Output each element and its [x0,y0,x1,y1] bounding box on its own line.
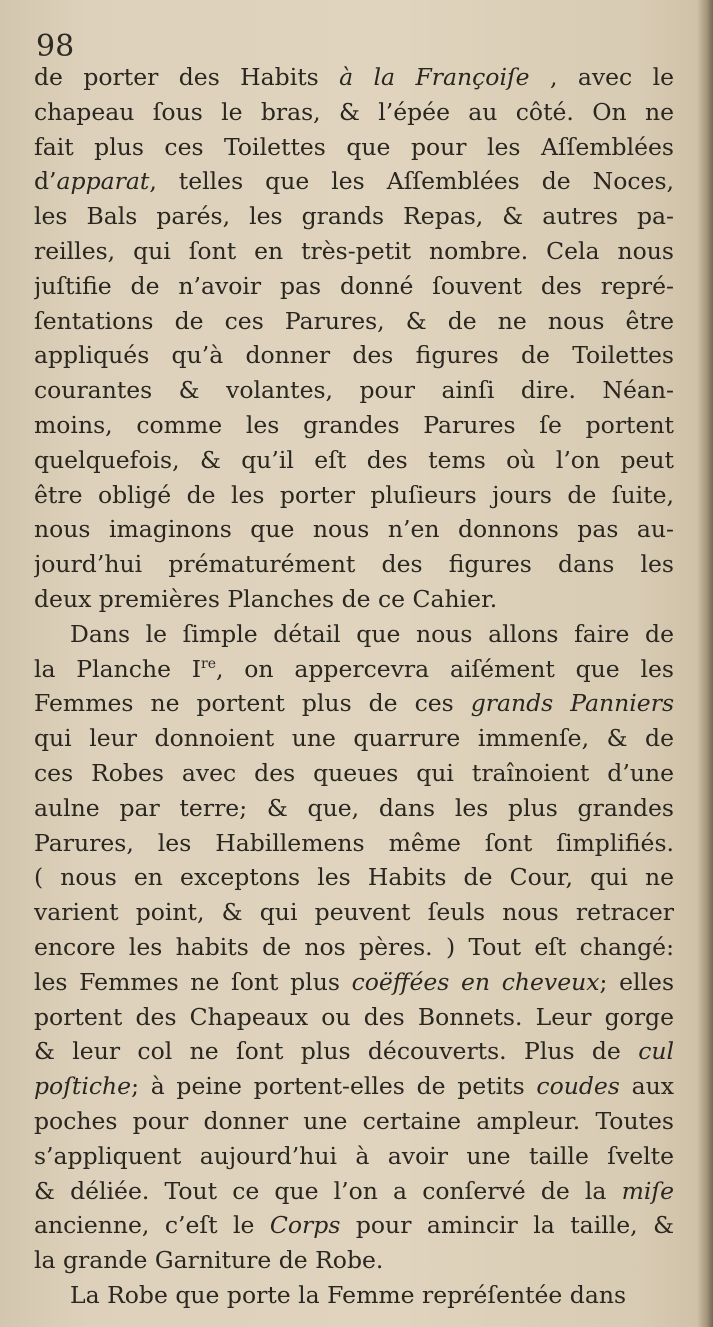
text-line [34,930,674,965]
italic-text-run: coudes [536,1072,620,1101]
italic-text-run: coëffées en cheveux [351,967,600,996]
text-run: ſentations de ces Parures, & de ne nous être [34,306,674,335]
text-run: quelquefois, & qu’il eſt des tems où l’on peut [34,445,674,474]
text-run: appliqués qu’à donner des figures de Toilettes [34,341,674,370]
text-run: & déliée. Tout ce que l’on a conſervé de la [34,1176,622,1205]
text-line [34,269,674,304]
text-run: varient point, & qui peuvent ſeuls nous retracer [34,898,674,927]
text-line [34,478,674,513]
text-run: poches pour donner une certaine ampleur. Toutes [34,1106,674,1135]
text-line [34,721,674,756]
text-run: ; à peine portent-elles de petits [131,1072,537,1101]
text-line [34,338,674,373]
text-line [34,756,674,791]
italic-text-run: apparat [56,167,150,196]
text-line [34,965,674,1000]
text-run: courantes & volantes, pour ainſi dire. Néan- [34,376,674,405]
text-run: , on appercevra aiſément que les [216,654,674,683]
text-run: ; elles [599,967,674,996]
text-run: qui leur donnoient une quarrure immenſe, & de [34,724,674,753]
text-run: jourd’hui prématurément des figures dans les [34,550,674,579]
text-run: pour amincir la taille, & [340,1211,674,1240]
text-line [34,1174,674,1209]
text-line [34,582,674,617]
text-run: , telles que les Aſſemblées de Noces, [149,167,674,196]
italic-text-run: grands Panniers [470,689,674,718]
text-line [34,443,674,478]
text-run: ces Robes avec des queues qui traînoient d’une [34,758,674,787]
text-run: & leur col ne ſont plus découverts. Plus de [34,1037,639,1066]
text-run: la Planche I [34,654,202,683]
text-line [34,686,674,721]
text-line [34,860,674,895]
italic-text-run: à la Françoiſe [339,63,530,91]
text-line [34,95,674,130]
text-run: , avec le [529,63,674,91]
text-line [34,547,674,582]
italic-text-run: poſtiche [34,1072,132,1101]
text-run: être obligé de les porter pluſieurs jours de ſuite, [34,480,674,509]
text-run: ancienne, c’eſt le [34,1211,270,1240]
text-line [34,895,674,930]
text-run: moins, comme les grandes Parures ſe portent [34,410,674,439]
text-run: les Bals parés, les grands Repas, & autres pa- [34,202,674,231]
text-line [34,1243,674,1278]
text-run: encore les habits de nos pères. ) Tout eſt changé: [34,932,674,961]
text-run: juſtifie de n’avoir pas donné ſouvent des repré- [34,271,674,300]
text-line [34,304,674,339]
text-run: portent des Chapeaux ou des Bonnets. Leur gorge [34,1002,674,1031]
italic-text-run: cul [638,1037,674,1066]
text-line [34,234,674,269]
text-line [34,617,674,652]
text-run: Femmes ne portent plus de ces [34,689,471,718]
text-run: reilles, qui ſont en très-petit nombre. Cela nous [34,236,674,265]
text-line [34,408,674,443]
text-run: de porter des Habits [34,63,340,91]
page-number: 98 [36,29,75,64]
text-run: aux [619,1072,674,1101]
text-run: Dans le ſimple détail que nous allons faire de [70,619,674,648]
text-line [34,791,674,826]
text-run: chapeau ſous le bras, & l’épée au côté. On ne [34,97,674,126]
text-run: les Femmes ne ſont plus [34,967,352,996]
italic-text-run: Corps [269,1211,341,1240]
text-line [34,652,674,687]
text-run: s’appliquent aujourd’hui à avoir une taille ſvelte [34,1141,674,1170]
text-line [34,1278,674,1313]
text-run: deux premières Planches de ce Cahier. [34,584,498,613]
text-line [34,1069,674,1104]
text-line [34,164,674,199]
text-line [34,1034,674,1069]
text-line [34,373,674,408]
text-line [34,1000,674,1035]
text-line [34,1208,674,1243]
text-run: d’ [34,167,57,196]
superscript: re [201,655,217,672]
text-line [34,60,674,95]
text-run: aulne par terre; & que, dans les plus grandes [34,793,674,822]
italic-text-run: miſe [621,1176,674,1205]
text-run: Parures, les Habillemens même ſont ſimplifiés. [34,828,674,857]
text-run: fait plus ces Toilettes que pour les Aſſemblées [34,132,674,161]
text-run: La Robe que porte la Femme repréſentée dans [70,1280,627,1309]
text-run: nous imaginons que nous n’en donnons pas au- [34,515,674,544]
text-line [34,826,674,861]
text-line [34,130,674,165]
page-edge-shadow [697,0,713,1327]
text-run: la grande Garniture de Robe. [34,1246,384,1275]
text-line [34,1104,674,1139]
body-text [34,60,674,1313]
text-line [34,1139,674,1174]
text-line [34,199,674,234]
text-line [34,512,674,547]
text-run: ( nous en exceptons les Habits de Cour, qui ne [34,863,674,892]
